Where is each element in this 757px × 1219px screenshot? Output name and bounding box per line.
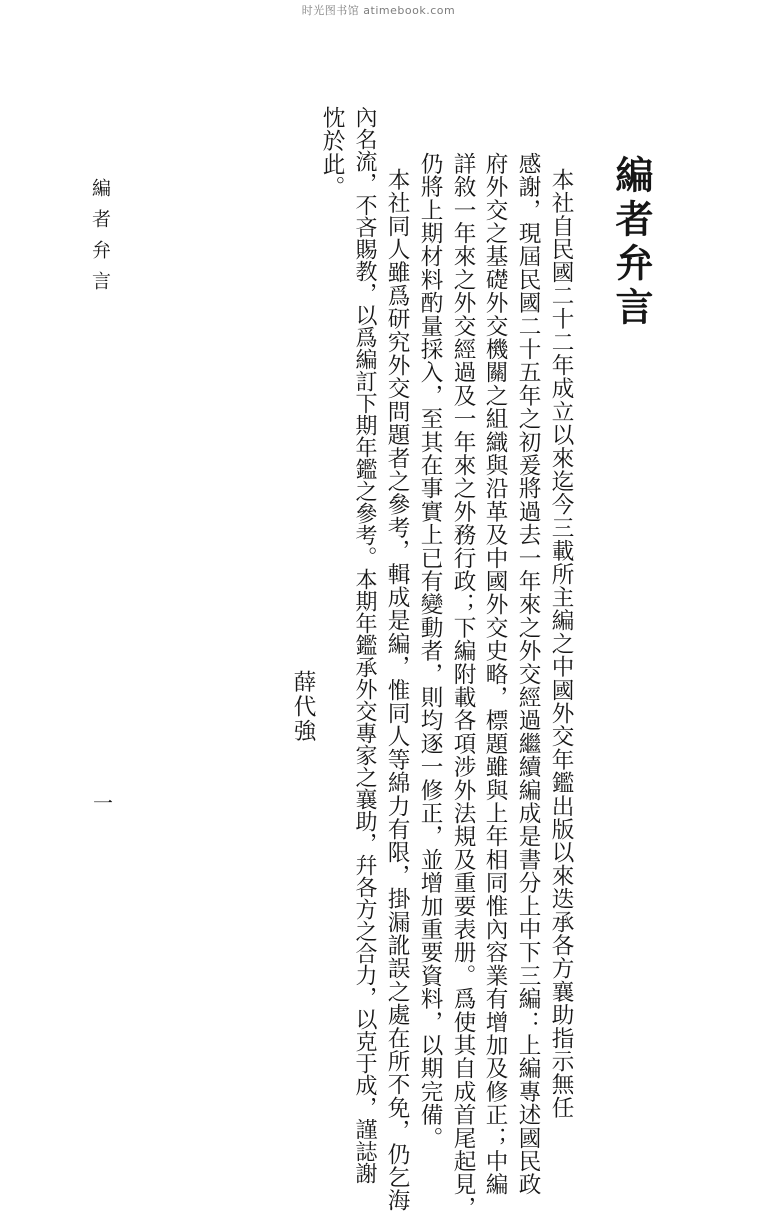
- text-column-5: 仍將上期材料酌量採入，至其在事實上已有變動者，則均逐一修正，並增加重要資料，以期完備。: [417, 152, 443, 1150]
- page-number: 一: [93, 791, 113, 815]
- text-column-7: 內名流，不吝賜教，以爲編訂下期年鑑之參考。本期年鑑承外交專家之襄助，幷各方之合力，以克于成，謹誌謝: [352, 106, 377, 1184]
- text-column-4: 詳敘一年來之外交經過及一年來之外務行政；下編附載各項涉外法規及重要表册。爲使其自成首尾起見，: [450, 152, 476, 1219]
- text-column-1: 本社自民國二十二年成立以來迄今三載所主編之中國外交年鑑出版以來迭承各方襄助指示無任: [548, 168, 574, 1120]
- running-head: 編者弁言: [89, 178, 111, 302]
- text-column-2: 感謝，現屆民國二十五年之初爰將過去一年來之外交經過繼續編成是書分上中下三編：上編專述國民政: [515, 152, 541, 1196]
- author-signature: 薛代強: [290, 670, 316, 744]
- watermark: 时光图书馆 atimebook.com: [301, 4, 456, 17]
- text-column-3: 府外交之基礎外交機關之組織與沿革及中國外交史略，標題雖與上年相同惟內容業有增加及修正；中編: [482, 152, 508, 1196]
- text-column-6: 本社同人雖爲研究外交問題者之參考，輯成是編，惟同人等綿力有限，掛漏訛誤之處在所不免，仍乞海: [384, 168, 410, 1212]
- text-column-8: 忱於此。: [319, 106, 345, 199]
- page-title: 編者弁言: [609, 155, 654, 331]
